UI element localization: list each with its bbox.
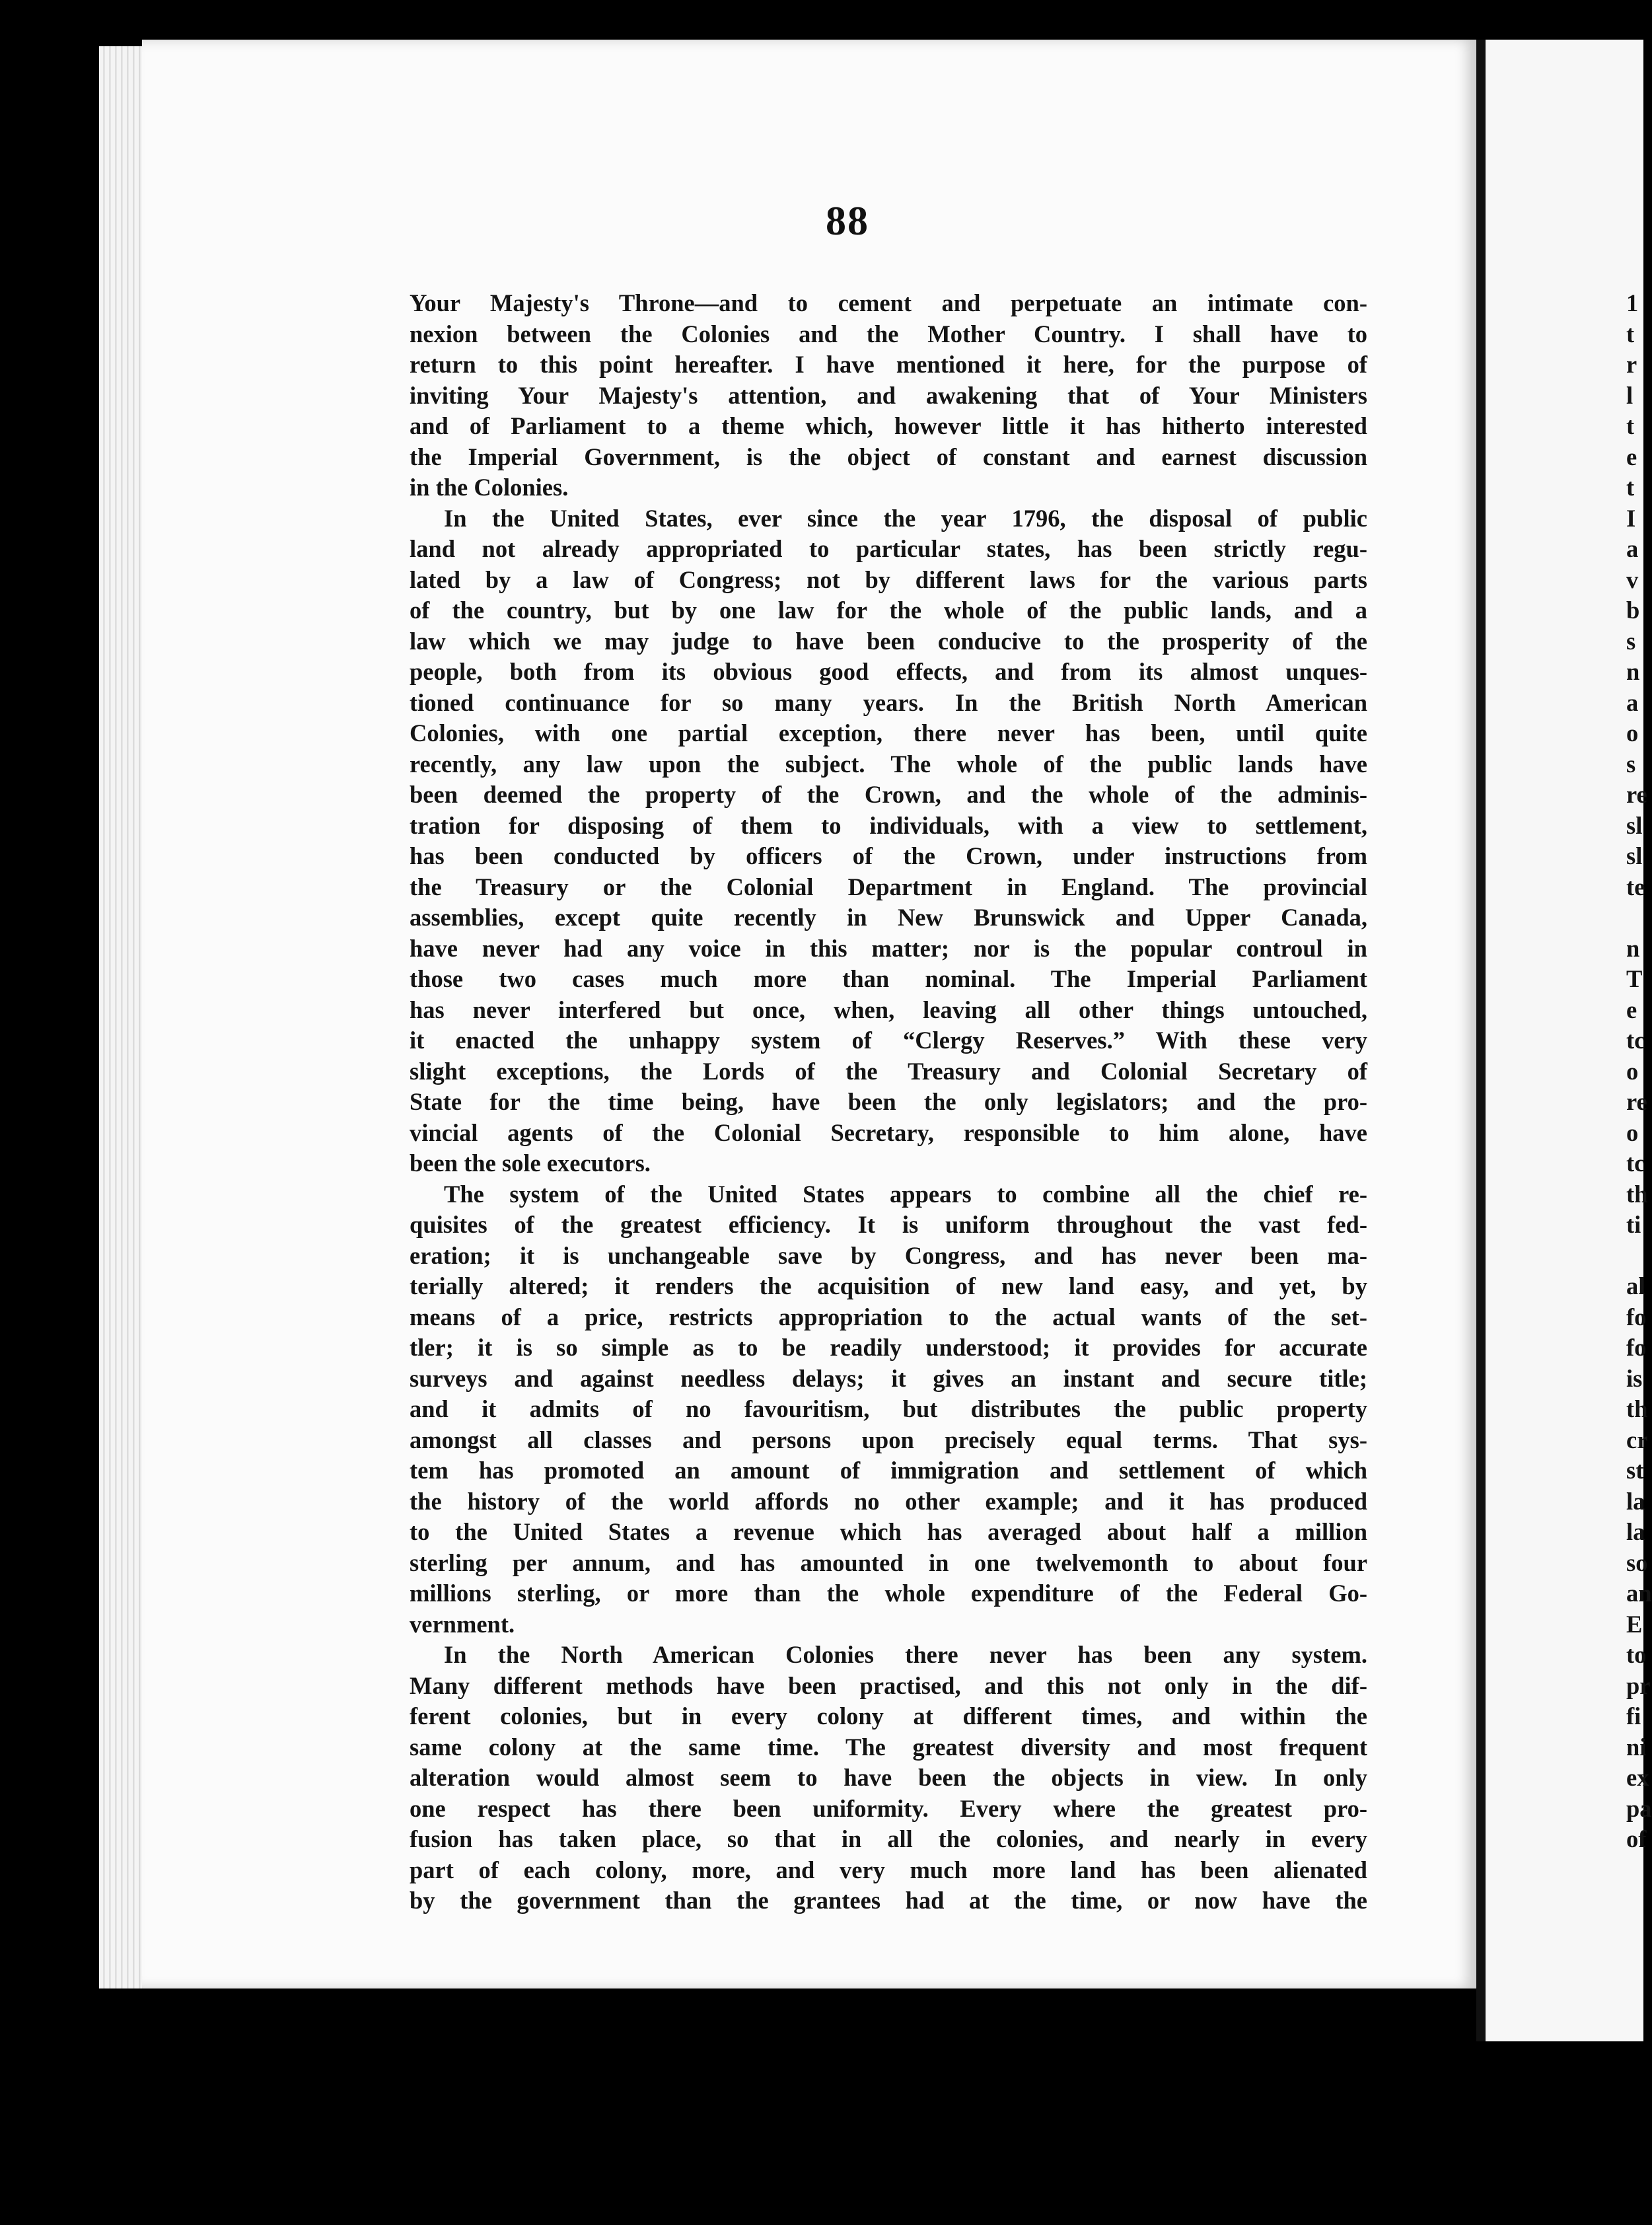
facing-page-fragment: al bbox=[1626, 1272, 1645, 1299]
facing-page-fragment: E bbox=[1626, 1610, 1643, 1638]
text-line: fusion has taken place, so that in all the colonies, and nearly in every bbox=[410, 1825, 1367, 1852]
text-line: vincial agents of the Colonial Secretary, responsible to him alone, have bbox=[410, 1118, 1367, 1146]
text-line: lated by a law of Congress; not by different laws for the various parts bbox=[410, 565, 1367, 593]
text-line: been the sole executors. bbox=[410, 1149, 651, 1177]
text-line: quisites of the greatest efficiency. It is uniform throughout the vast fed- bbox=[410, 1211, 1367, 1238]
facing-page-fragment: of bbox=[1626, 1825, 1647, 1852]
text-line: amongst all classes and persons upon precisely equal terms. That sys- bbox=[410, 1426, 1367, 1453]
facing-page-fragment: th bbox=[1626, 1180, 1648, 1208]
facing-page-fragment: n bbox=[1626, 658, 1640, 685]
text-line: terially altered; it renders the acquisition of new land easy, and yet, by bbox=[410, 1272, 1367, 1299]
facing-page-fragment: tc bbox=[1626, 1027, 1645, 1054]
text-line: it enacted the unhappy system of “Clergy Reserves.” With these very bbox=[410, 1027, 1367, 1054]
facing-page-fragment: ti bbox=[1626, 1211, 1641, 1238]
text-line: and it admits of no favouritism, but distributes the public property bbox=[410, 1395, 1367, 1422]
text-line: the Imperial Government, is the object of constant and earnest discussion bbox=[410, 443, 1367, 470]
text-line: Many different methods have been practised, and this not only in the dif- bbox=[410, 1671, 1367, 1699]
facing-page-fragment: te bbox=[1626, 873, 1645, 900]
text-line: eration; it is unchangeable save by Congress, and has never been ma- bbox=[410, 1241, 1367, 1269]
facing-page-fragment: a bbox=[1626, 688, 1639, 716]
facing-page-fragment: fo bbox=[1626, 1334, 1647, 1361]
text-line: and of Parliament to a theme which, however little it has hitherto interested bbox=[410, 412, 1367, 439]
facing-page-fragment: I bbox=[1626, 504, 1636, 532]
facing-page-fragment: la bbox=[1626, 1487, 1645, 1515]
facing-page-fragment: fo bbox=[1626, 1303, 1647, 1331]
text-line: to the United States a revenue which has averaged about half a million bbox=[410, 1518, 1367, 1545]
text-line: millions sterling, or more than the whole expenditure of the Federal Go- bbox=[410, 1580, 1367, 1607]
text-line: surveys and against needless delays; it gives an instant and secure title; bbox=[410, 1364, 1367, 1392]
facing-page-fragment: t bbox=[1626, 474, 1635, 501]
facing-page-fragment: b bbox=[1626, 597, 1640, 624]
text-line: vernment. bbox=[410, 1610, 515, 1638]
facing-page-fragment: v bbox=[1626, 565, 1639, 593]
book-gutter bbox=[1476, 40, 1486, 2041]
text-line: people, both from its obvious good effects, and from its almost unques- bbox=[410, 658, 1367, 685]
page-number: 88 bbox=[826, 199, 869, 244]
facing-page-fragment: so bbox=[1626, 1549, 1648, 1576]
text-line: the Treasury or the Colonial Department in England. The provincial bbox=[410, 873, 1367, 900]
facing-page-fragment: to bbox=[1626, 1641, 1647, 1668]
facing-page-fragment: r bbox=[1626, 351, 1637, 378]
facing-page-fragment: sl bbox=[1626, 811, 1643, 839]
facing-page-fragment: t bbox=[1626, 320, 1635, 347]
facing-page-text-fragments bbox=[1626, 288, 1652, 1855]
text-line: has never interfered but once, when, leaving all other things untouched, bbox=[410, 996, 1367, 1023]
facing-page-fragment: n bbox=[1626, 934, 1640, 962]
text-line: Your Majesty's Throne—and to cement and perpetuate an intimate con- bbox=[410, 289, 1367, 316]
text-line: State for the time being, have been the only legislators; and the pro- bbox=[410, 1088, 1367, 1115]
facing-page-fragment: pa bbox=[1626, 1794, 1652, 1822]
text-line: inviting Your Majesty's attention, and awakening that of Your Ministers bbox=[410, 381, 1367, 409]
text-line: of the country, but by one law for the whole of the public lands, and a bbox=[410, 597, 1367, 624]
facing-page-fragment bbox=[1626, 1241, 1652, 1272]
text-line: land not already appropriated to particular states, has been strictly regu- bbox=[410, 535, 1367, 562]
text-line: law which we may judge to have been conducive to the prosperity of the bbox=[410, 627, 1367, 655]
facing-page-fragment: st bbox=[1626, 1457, 1644, 1484]
text-line: In the North American Colonies there never has been any system. bbox=[444, 1641, 1367, 1668]
text-line: been deemed the property of the Crown, and the whole of the adminis- bbox=[410, 781, 1367, 808]
text-line: Colonies, with one partial exception, there never has been, until quite bbox=[410, 719, 1367, 747]
facing-page-fragment: is bbox=[1626, 1364, 1643, 1392]
text-line: recently, any law upon the subject. The whole of the public lands have bbox=[410, 750, 1367, 778]
facing-page-edge bbox=[1486, 40, 1643, 2041]
facing-page-fragment: e bbox=[1626, 443, 1637, 470]
text-line: ferent colonies, but in every colony at different times, and within the bbox=[410, 1702, 1367, 1730]
facing-page-fragment bbox=[1626, 902, 1652, 933]
facing-page-fragment: 1 bbox=[1626, 289, 1639, 316]
text-line: nexion between the Colonies and the Mother Country. I shall have to bbox=[410, 320, 1367, 347]
facing-page-fragment: e bbox=[1626, 996, 1637, 1023]
text-line: tler; it is so simple as to be readily understood; it provides for accurate bbox=[410, 1334, 1367, 1361]
facing-page-fragment: s bbox=[1626, 627, 1636, 655]
facing-page-fragment: an bbox=[1626, 1580, 1652, 1607]
facing-page-fragment: s bbox=[1626, 750, 1636, 778]
facing-page-fragment: T bbox=[1626, 965, 1643, 992]
text-line: has been conducted by officers of the Crown, under instructions from bbox=[410, 842, 1367, 869]
facing-page-fragment: re bbox=[1626, 781, 1647, 808]
facing-page-fragment: o bbox=[1626, 1118, 1639, 1146]
facing-page-fragment: l bbox=[1626, 381, 1634, 409]
facing-page-fragment: sl bbox=[1626, 842, 1643, 869]
text-line: tem has promoted an amount of immigration and settlement of which bbox=[410, 1457, 1367, 1484]
facing-page-fragment: a bbox=[1626, 535, 1639, 562]
facing-page-fragment: la bbox=[1626, 1518, 1645, 1545]
text-line: in the Colonies. bbox=[410, 474, 569, 501]
text-line: slight exceptions, the Lords of the Treasury and Colonial Secretary of bbox=[410, 1057, 1367, 1085]
text-line: the history of the world affords no other example; and it has produced bbox=[410, 1487, 1367, 1515]
text-line: assemblies, except quite recently in New Brunswick and Upper Canada, bbox=[410, 904, 1367, 931]
text-line: means of a price, restricts appropriation to the actual wants of the set- bbox=[410, 1303, 1367, 1331]
facing-page-fragment: cr bbox=[1626, 1426, 1648, 1453]
text-line: same colony at the same time. The greatest diversity and most frequent bbox=[410, 1733, 1367, 1761]
facing-page-fragment: o bbox=[1626, 719, 1639, 747]
text-line: tioned continuance for so many years. In the British North American bbox=[410, 688, 1367, 716]
facing-page-fragment: pr bbox=[1626, 1671, 1651, 1699]
facing-page-fragment: fi bbox=[1626, 1702, 1641, 1730]
body-text bbox=[410, 288, 1367, 1916]
facing-page-fragment: t bbox=[1626, 412, 1635, 439]
text-line: alteration would almost seem to have been the objects in view. In only bbox=[410, 1764, 1367, 1791]
text-line: sterling per annum, and has amounted in one twelvemonth to about four bbox=[410, 1549, 1367, 1576]
facing-page-fragment: o bbox=[1626, 1057, 1639, 1085]
text-line: The system of the United States appears to combine all the chief re- bbox=[444, 1180, 1367, 1208]
text-line: one respect has there been uniformity. Every where the greatest pro- bbox=[410, 1794, 1367, 1822]
text-line: those two cases much more than nominal. The Imperial Parliament bbox=[410, 965, 1367, 992]
facing-page-fragment: th bbox=[1626, 1395, 1648, 1422]
text-line: return to this point hereafter. I have mentioned it here, for the purpose of bbox=[410, 351, 1367, 378]
text-line: In the United States, ever since the year 1796, the disposal of public bbox=[444, 504, 1367, 532]
facing-page-fragment: ni bbox=[1626, 1733, 1647, 1761]
text-line: tration for disposing of them to individuals, with a view to settlement, bbox=[410, 811, 1367, 839]
facing-page-fragment: ex bbox=[1626, 1764, 1649, 1791]
text-line: by the government than the grantees had at the time, or now have the bbox=[410, 1887, 1367, 1914]
text-line: have never had any voice in this matter; nor is the popular controul in bbox=[410, 934, 1367, 962]
text-line: part of each colony, more, and very much more land has been alienated bbox=[410, 1856, 1367, 1883]
facing-page-fragment: re bbox=[1626, 1088, 1647, 1115]
facing-page-fragment: tc bbox=[1626, 1149, 1645, 1177]
